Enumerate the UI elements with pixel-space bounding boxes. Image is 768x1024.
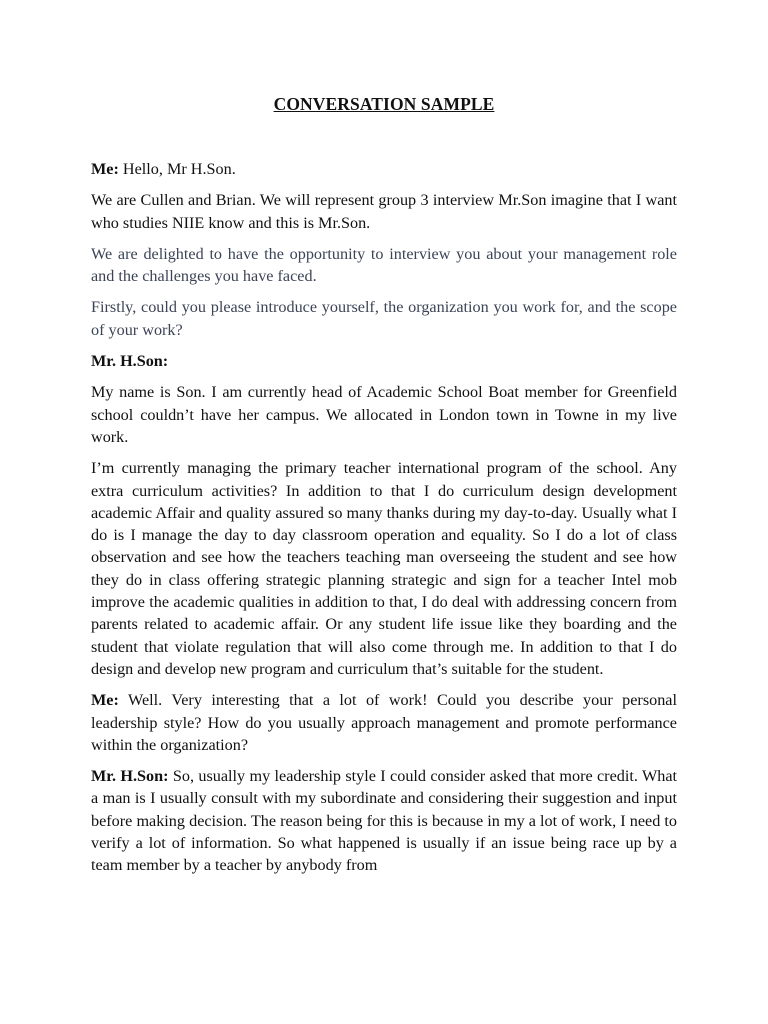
speaker-heading: Mr. H.Son: xyxy=(91,352,169,371)
page-title: CONVERSATION SAMPLE xyxy=(273,94,495,114)
paragraph-question-intro: Firstly, could you please introduce yourself, the organization you work for, and the scope of your work? xyxy=(91,298,677,339)
paragraph-text: Well. Very interesting that a lot of work! Could you describe your personal leadership style? How do you usually approach management and promote performance within the organization? xyxy=(91,691,677,754)
paragraph-text: So, usually my leadership style I could consider asked that more credit. What a man is I usually consult with my subordinate and considering their suggestion and input before making decision. The reason being for this is because in my a lot of work, I need to verify a lot of information. So what happened is usually if an issue being race up by a team member by a teacher by anybody from xyxy=(91,767,678,875)
paragraph-answer-leadership xyxy=(91,765,677,876)
paragraph-greeting xyxy=(91,158,677,180)
speaker-label: Me: xyxy=(91,691,119,710)
paragraph-answer-name: My name is Son. I am currently head of Academic School Boat member for Greenfield school couldn’t have her campus. We allocated in London town in Towne in my live work. xyxy=(91,383,677,446)
speaker-label: Me: xyxy=(91,160,119,178)
paragraph-answer-role: I’m currently managing the primary teacher international program of the school. Any extra curriculum activities? In addition to that I do curriculum design development academic Affair and quality assured so many thanks during my day-to-day. Usually what I do is I manage the day to day classroom operation and equality. So I do a lot of class observation and see how the teachers teaching man overseeing the student and see how they do in class offering strategic planning strategic and sign for a teacher Intel mob improve the academic qualities in addition to that, I do deal with addressing concern from parents related to academic affair. Or any student life issue like they boarding and the student that violate regulation that will also come through me. In addition to that I do design and develop new program and curriculum that’s suitable for the student. xyxy=(91,459,677,678)
paragraph-question-leadership xyxy=(91,689,677,756)
document-body xyxy=(91,94,677,886)
paragraph-text: Hello, Mr H.Son. xyxy=(118,160,236,178)
paragraph-delighted: We are delighted to have the opportunity to interview you about your management role and the challenges you have faced. xyxy=(91,244,677,286)
speaker-label: Mr. H.Son: xyxy=(91,767,169,786)
paragraph-introduction: We are Cullen and Brian. We will represent group 3 interview Mr.Son imagine that I want who studies NIIE know and this is Mr.Son. xyxy=(91,191,677,232)
